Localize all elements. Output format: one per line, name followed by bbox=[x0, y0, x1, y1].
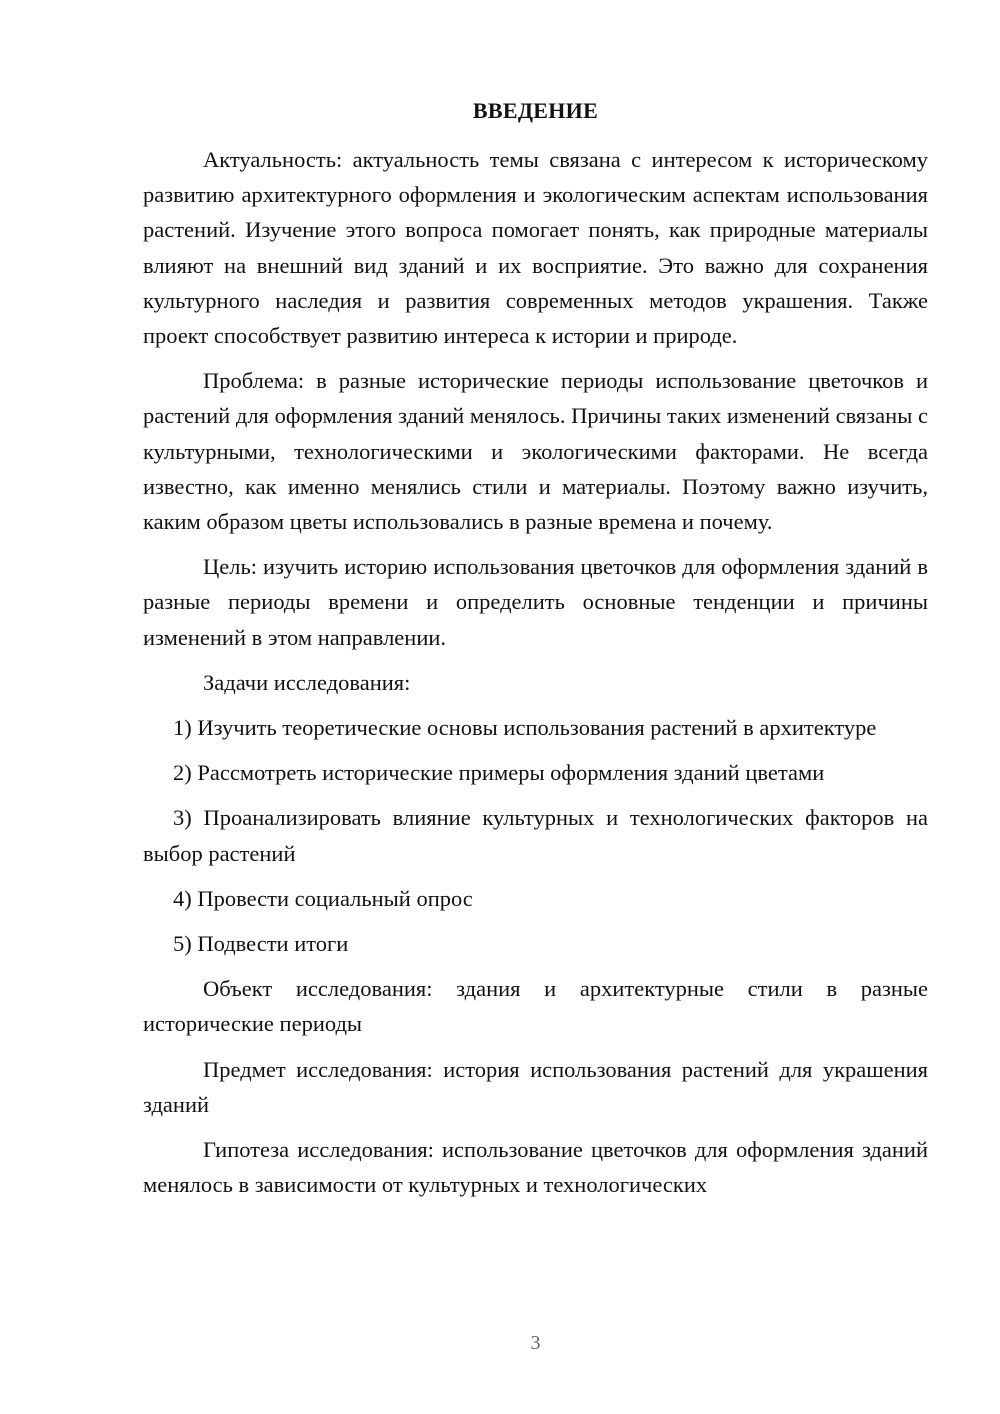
hypothesis-paragraph: Гипотеза исследования: использование цветочков для оформления зданий менялось в зависимости от культурных и технологических bbox=[143, 1137, 928, 1198]
page-title: ВВЕДЕНИЕ bbox=[472, 98, 599, 123]
task-item: 1) Изучить теоретические основы использования растений в архитектуре bbox=[173, 715, 877, 741]
subject-paragraph: Предмет исследования: история использования растений для украшения зданий bbox=[143, 1056, 928, 1117]
document-body bbox=[143, 142, 928, 1212]
task-item: 4) Провести социальный опрос bbox=[173, 885, 473, 911]
object-paragraph: Объект исследования: здания и архитектурные стили в разные исторические периоды bbox=[143, 976, 928, 1037]
page-number: 3 bbox=[530, 1332, 541, 1354]
relevance-paragraph: Актуальность: актуальность темы связана с интересом к историческому развитию архитектурного оформления и экологическим аспектам использования растений. Изучение этого вопроса помогает понять, как природные материалы влияют на внешний вид зданий и их восприятие. Это важно для сохранения культурного наследия и развития современных методов украшения. Также проект способствует развитию интереса к истории и природе. bbox=[143, 147, 928, 349]
task-item: 2) Рассмотреть исторические примеры оформления зданий цветами bbox=[173, 760, 825, 786]
task-item: 5) Подвести итоги bbox=[173, 931, 349, 957]
problem-paragraph: Проблема: в разные исторические периоды использование цветочков и растений для оформления зданий менялось. Причины таких изменений связаны с культурными, технологическими и экологическими факторами. Не всегда известно, как именно менялись стили и материалы. Поэтому важно изучить, каким образом цветы использовались в разные времена и почему. bbox=[143, 368, 928, 535]
tasks-heading: Задачи исследования: bbox=[203, 669, 411, 695]
task-item: 3) Проанализировать влияние культурных и технологических факторов на выбор растений bbox=[143, 805, 928, 866]
goal-paragraph: Цель: изучить историю использования цветочков для оформления зданий в разные периоды времени и определить основные тенденции и причины изменений в этом направлении. bbox=[143, 554, 928, 650]
